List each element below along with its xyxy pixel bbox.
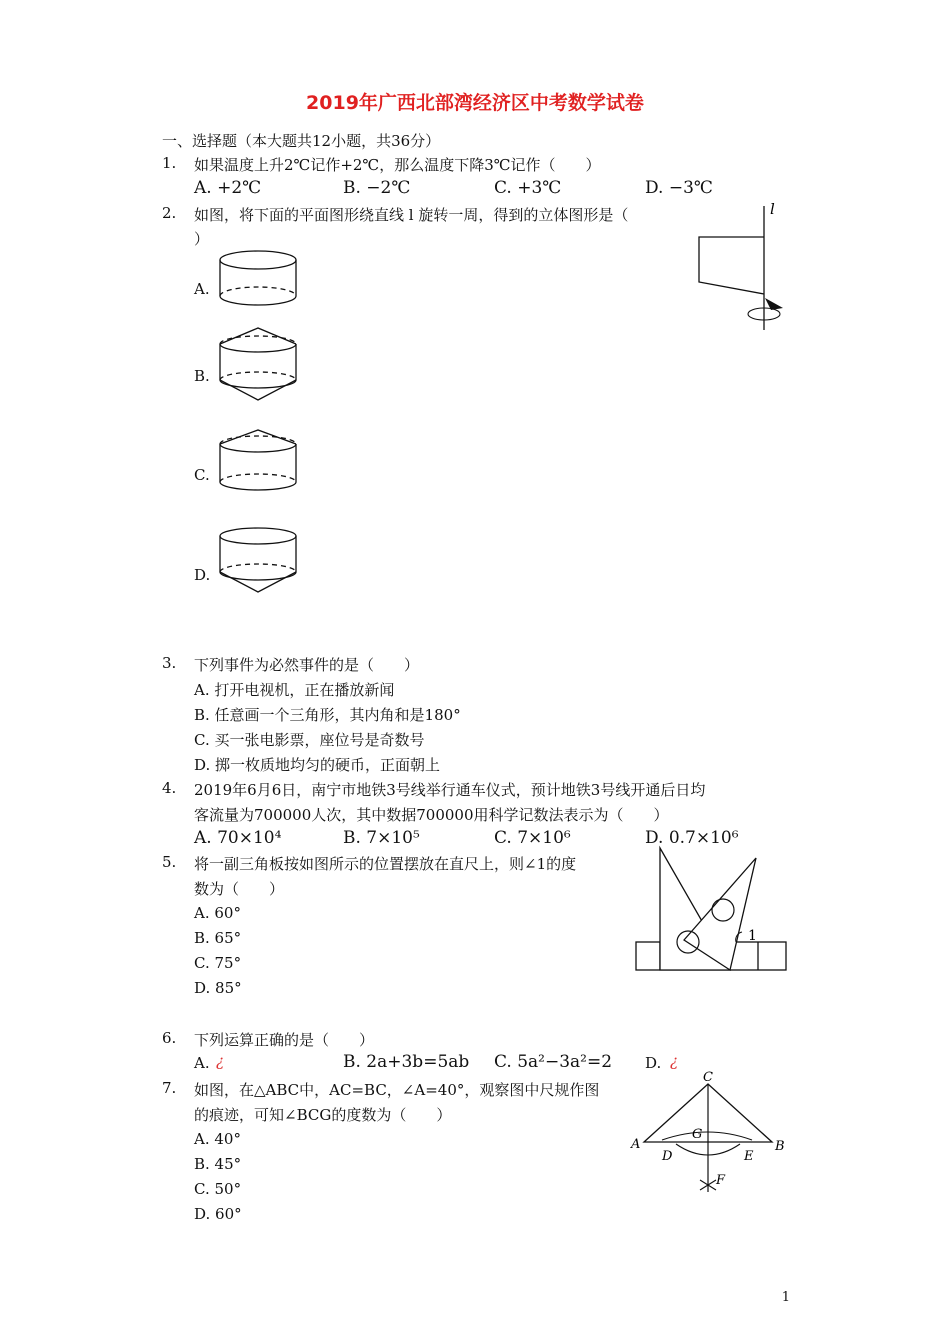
q6-number: 6. — [162, 1029, 177, 1047]
q7-option-d: D. 60° — [194, 1205, 242, 1223]
q5-option-a: A. 60° — [194, 904, 241, 922]
q7-text: 如图，在△ABC中，AC=BC，∠A=40°，观察图中尺规作图 — [194, 1081, 600, 1099]
q7-number: 7. — [162, 1079, 177, 1097]
q2-option-a: A. — [194, 280, 210, 298]
q2-figure-b-double-cone-cylinder — [218, 326, 300, 406]
q1-option-b: B. −2℃ — [343, 178, 411, 198]
q5-figure-triangle-rulers — [634, 846, 790, 974]
page-title: 2019年广西北部湾经济区中考数学试卷 — [306, 92, 644, 114]
q5-number: 5. — [162, 853, 177, 871]
q7-label-e: E — [744, 1149, 754, 1164]
q4-option-d: D. 0.7×10⁶ — [645, 828, 739, 848]
section-heading: 一、选择题（本大题共12小题，共36分） — [162, 132, 441, 150]
q6-option-b: B. 2a+3b=5ab — [343, 1052, 470, 1072]
q6-option-d: D. — [645, 1054, 662, 1072]
q7-option-a: A. 40° — [194, 1130, 241, 1148]
q4-option-c: C. 7×10⁶ — [494, 828, 571, 848]
q1-option-c: C. +3℃ — [494, 178, 562, 198]
q7-option-c: C. 50° — [194, 1180, 242, 1198]
q2-option-b: B. — [194, 367, 210, 385]
q5-angle-label: 1 — [748, 928, 757, 944]
q6-option-d-glyph: ¿ — [670, 1052, 679, 1070]
q7-label-c: C — [703, 1070, 713, 1085]
q1-number: 1. — [162, 154, 177, 172]
q7-option-b: B. 45° — [194, 1155, 242, 1173]
q2-figure-a-cylinder — [218, 250, 300, 320]
q4-option-a: A. 70×10⁴ — [194, 828, 282, 848]
q5-text-cont: 数为（ ） — [194, 880, 285, 898]
q2-text-cont: ） — [194, 230, 210, 248]
q3-option-d: D. 掷一枚质地均匀的硬币，正面朝上 — [194, 756, 441, 774]
q7-text-cont: 的痕迹，可知∠BCG的度数为（ ） — [194, 1106, 452, 1124]
q5-option-b: B. 65° — [194, 929, 242, 947]
q1-text: 如果温度上升2℃记作+2℃，那么温度下降3℃记作（ ） — [194, 156, 601, 174]
q5-option-c: C. 75° — [194, 954, 242, 972]
q6-text: 下列运算正确的是（ ） — [194, 1031, 375, 1049]
q6-option-a: A. — [194, 1054, 210, 1072]
q4-text: 2019年6月6日，南宁市地铁3号线举行通车仪式，预计地铁3号线开通后日均 — [194, 781, 706, 799]
q2-figure-d-cylinder-cone — [218, 526, 300, 598]
page-number: 1 — [781, 1290, 790, 1305]
q1-option-a: A. +2℃ — [194, 178, 262, 198]
q3-number: 3. — [162, 654, 177, 672]
q7-figure-triangle-construction — [628, 1068, 792, 1198]
q2-figure-rotation — [695, 200, 795, 335]
q6-option-c: C. 5a²−3a²=2 — [494, 1052, 613, 1072]
q3-text: 下列事件为必然事件的是（ ） — [194, 656, 420, 674]
q3-option-c: C. 买一张电影票，座位号是奇数号 — [194, 731, 425, 749]
q3-option-b: B. 任意画一个三角形，其内角和是180° — [194, 706, 461, 724]
q7-label-b: B — [775, 1139, 785, 1154]
q7-label-d: D — [662, 1149, 673, 1164]
q7-label-a: A — [631, 1137, 641, 1152]
q2-number: 2. — [162, 204, 177, 222]
q7-label-g: G — [692, 1127, 703, 1142]
q5-text: 将一副三角板按如图所示的位置摆放在直尺上，则∠1的度 — [194, 855, 577, 873]
q2-option-d: D. — [194, 566, 211, 584]
q5-option-d: D. 85° — [194, 979, 242, 997]
q3-option-a: A. 打开电视机，正在播放新闻 — [194, 681, 395, 699]
q2-text: 如图，将下面的平面图形绕直线 l 旋转一周，得到的立体图形是（ — [194, 206, 629, 224]
q2-figure-c-cone-cylinder — [218, 428, 300, 498]
q4-text-cont: 客流量为700000人次，其中数据700000用科学记数法表示为（ ） — [194, 806, 669, 824]
q6-option-a-glyph: ¿ — [216, 1052, 225, 1070]
q4-number: 4. — [162, 779, 177, 797]
q2-option-c: C. — [194, 466, 210, 484]
q2-axis-label: l — [770, 200, 775, 218]
q1-option-d: D. −3℃ — [645, 178, 713, 198]
q4-option-b: B. 7×10⁵ — [343, 828, 420, 848]
q7-label-f: F — [716, 1173, 726, 1188]
